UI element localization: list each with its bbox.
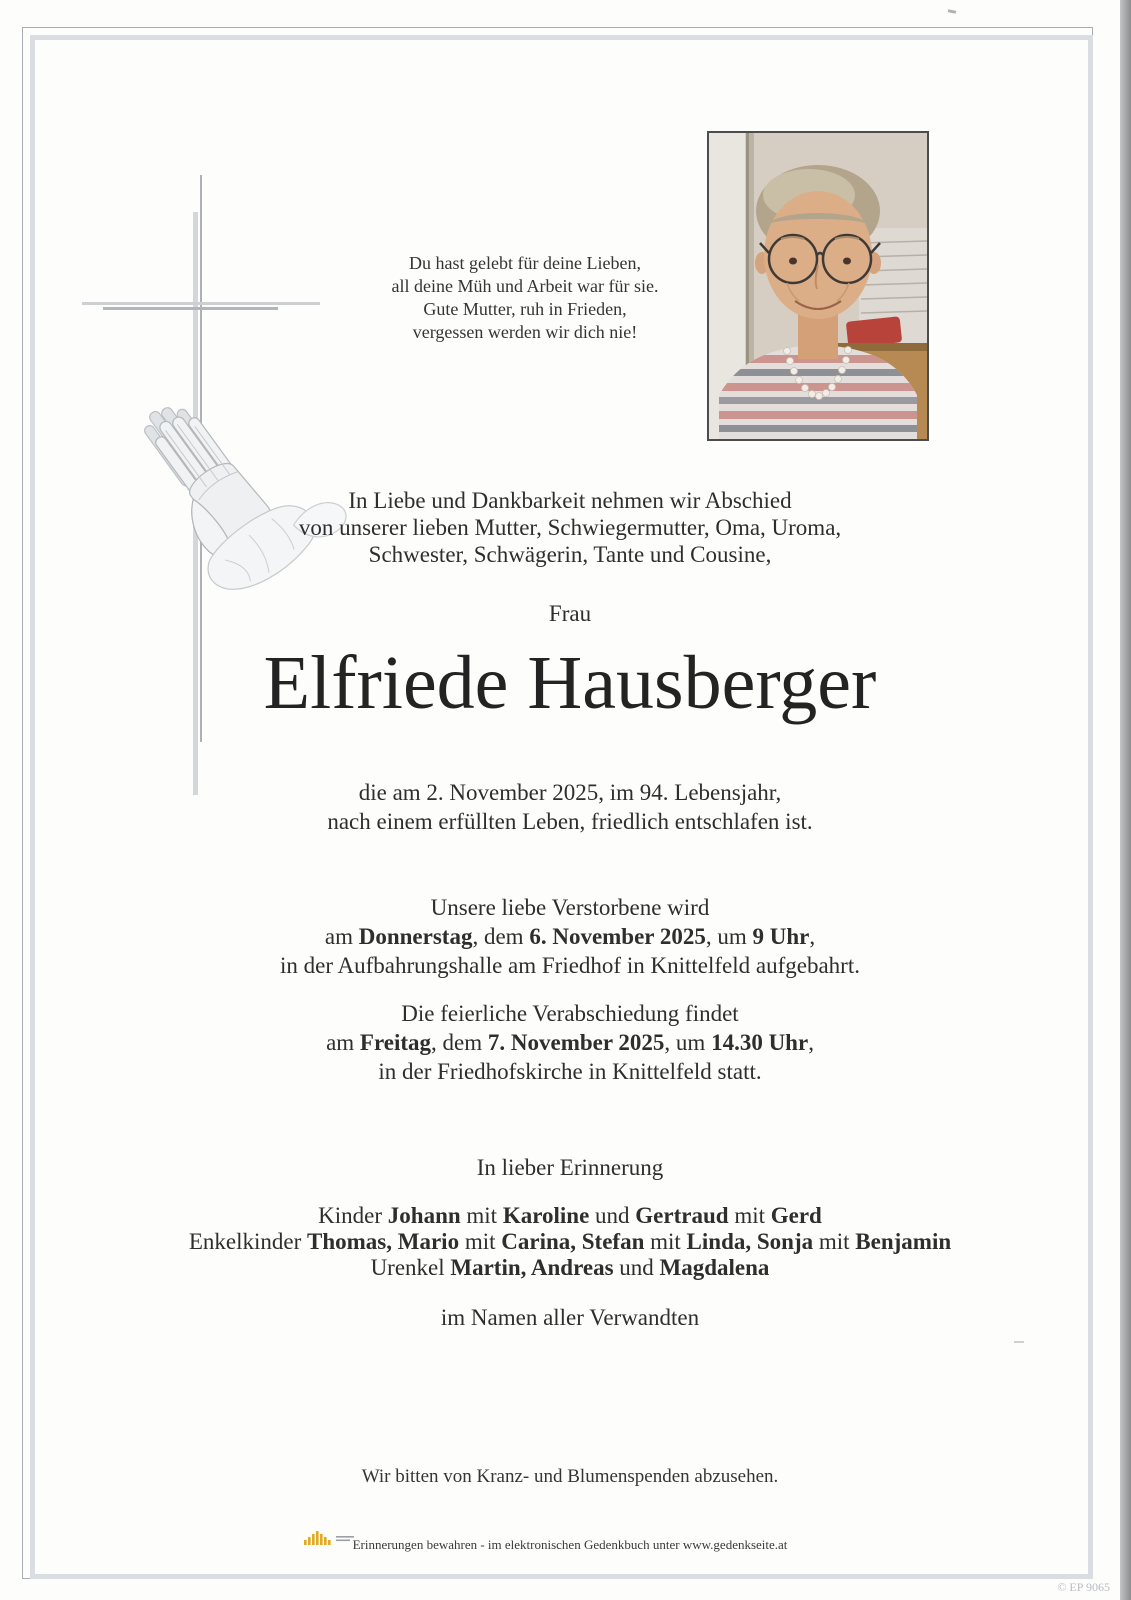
text-line: In Liebe und Dankbarkeit nehmen wir Abschied (348, 488, 792, 513)
deceased-name: Elfriede Hausberger (263, 641, 877, 725)
closing-line: im Namen aller Verwandten (440, 1305, 700, 1330)
laying-out-paragraph (145, 893, 995, 980)
death-notice (165, 778, 975, 836)
print-copyright: © EP 9065 (1057, 1580, 1110, 1594)
cross-horizontal-band (82, 302, 320, 305)
text-line: am Freitag, dem 7. November 2025, um 14.30 Uhr, (326, 1030, 814, 1055)
text-line: die am 2. November 2025, im 94. Lebensjahr, (358, 780, 782, 805)
poem-line: Gute Mutter, ruh in Frieden, (423, 299, 627, 319)
text-line: von unserer lieben Mutter, Schwiegermutter, Oma, Uroma, (298, 515, 842, 540)
text-line: Schwester, Schwägerin, Tante und Cousine, (368, 542, 772, 567)
poem-line: vergessen werden wir dich nie! (412, 322, 638, 342)
text-line: nach einem erfüllten Leben, friedlich entschlafen ist. (327, 809, 813, 834)
text-line: Unsere liebe Verstorbene wird (430, 895, 710, 920)
text-line: Die feierliche Verabschiedung findet (401, 1001, 739, 1026)
footer-memorial-line: Erinnerungen bewahren - im elektronischen Gedenkbuch unter www.gedenkseite.at (352, 1537, 788, 1552)
scan-edge-shadow (1120, 0, 1131, 1600)
text-line: in der Friedhofskirche in Knittelfeld statt. (378, 1059, 762, 1084)
ceremony-paragraph (145, 999, 995, 1086)
text-line: am Donnerstag, dem 6. November 2025, um 9 Uhr, (324, 924, 816, 949)
scan-artifact (1014, 1341, 1024, 1343)
family-line-grandchildren: Enkelkinder Thomas, Mario mit Carina, Stefan mit Linda, Sonja mit Benjamin (188, 1229, 952, 1254)
scan-artifact (948, 9, 956, 14)
family-line-children: Kinder Johann mit Karoline und Gertraud mit Gerd (318, 1203, 822, 1228)
donation-note: Wir bitten von Kranz- und Blumenspenden abzusehen. (361, 1466, 779, 1487)
poem-line: all deine Müh und Arbeit war für sie. (391, 276, 659, 296)
farewell-paragraph (165, 487, 975, 568)
poem (325, 252, 725, 344)
poem-line: Du hast gelebt für deine Lieben, (409, 253, 641, 273)
portrait-illustration (709, 133, 927, 439)
family-line-greatgrandchildren: Urenkel Martin, Andreas und Magdalena (370, 1255, 770, 1280)
remembrance-heading: In lieber Erinnerung (476, 1155, 664, 1180)
cross-horizontal-line (103, 307, 278, 310)
family-list (95, 1203, 1045, 1281)
portrait-photo (707, 131, 929, 441)
text-line: in der Aufbahrungshalle am Friedhof in Knittelfeld aufgebahrt. (280, 953, 860, 978)
salutation: Frau (548, 601, 592, 626)
